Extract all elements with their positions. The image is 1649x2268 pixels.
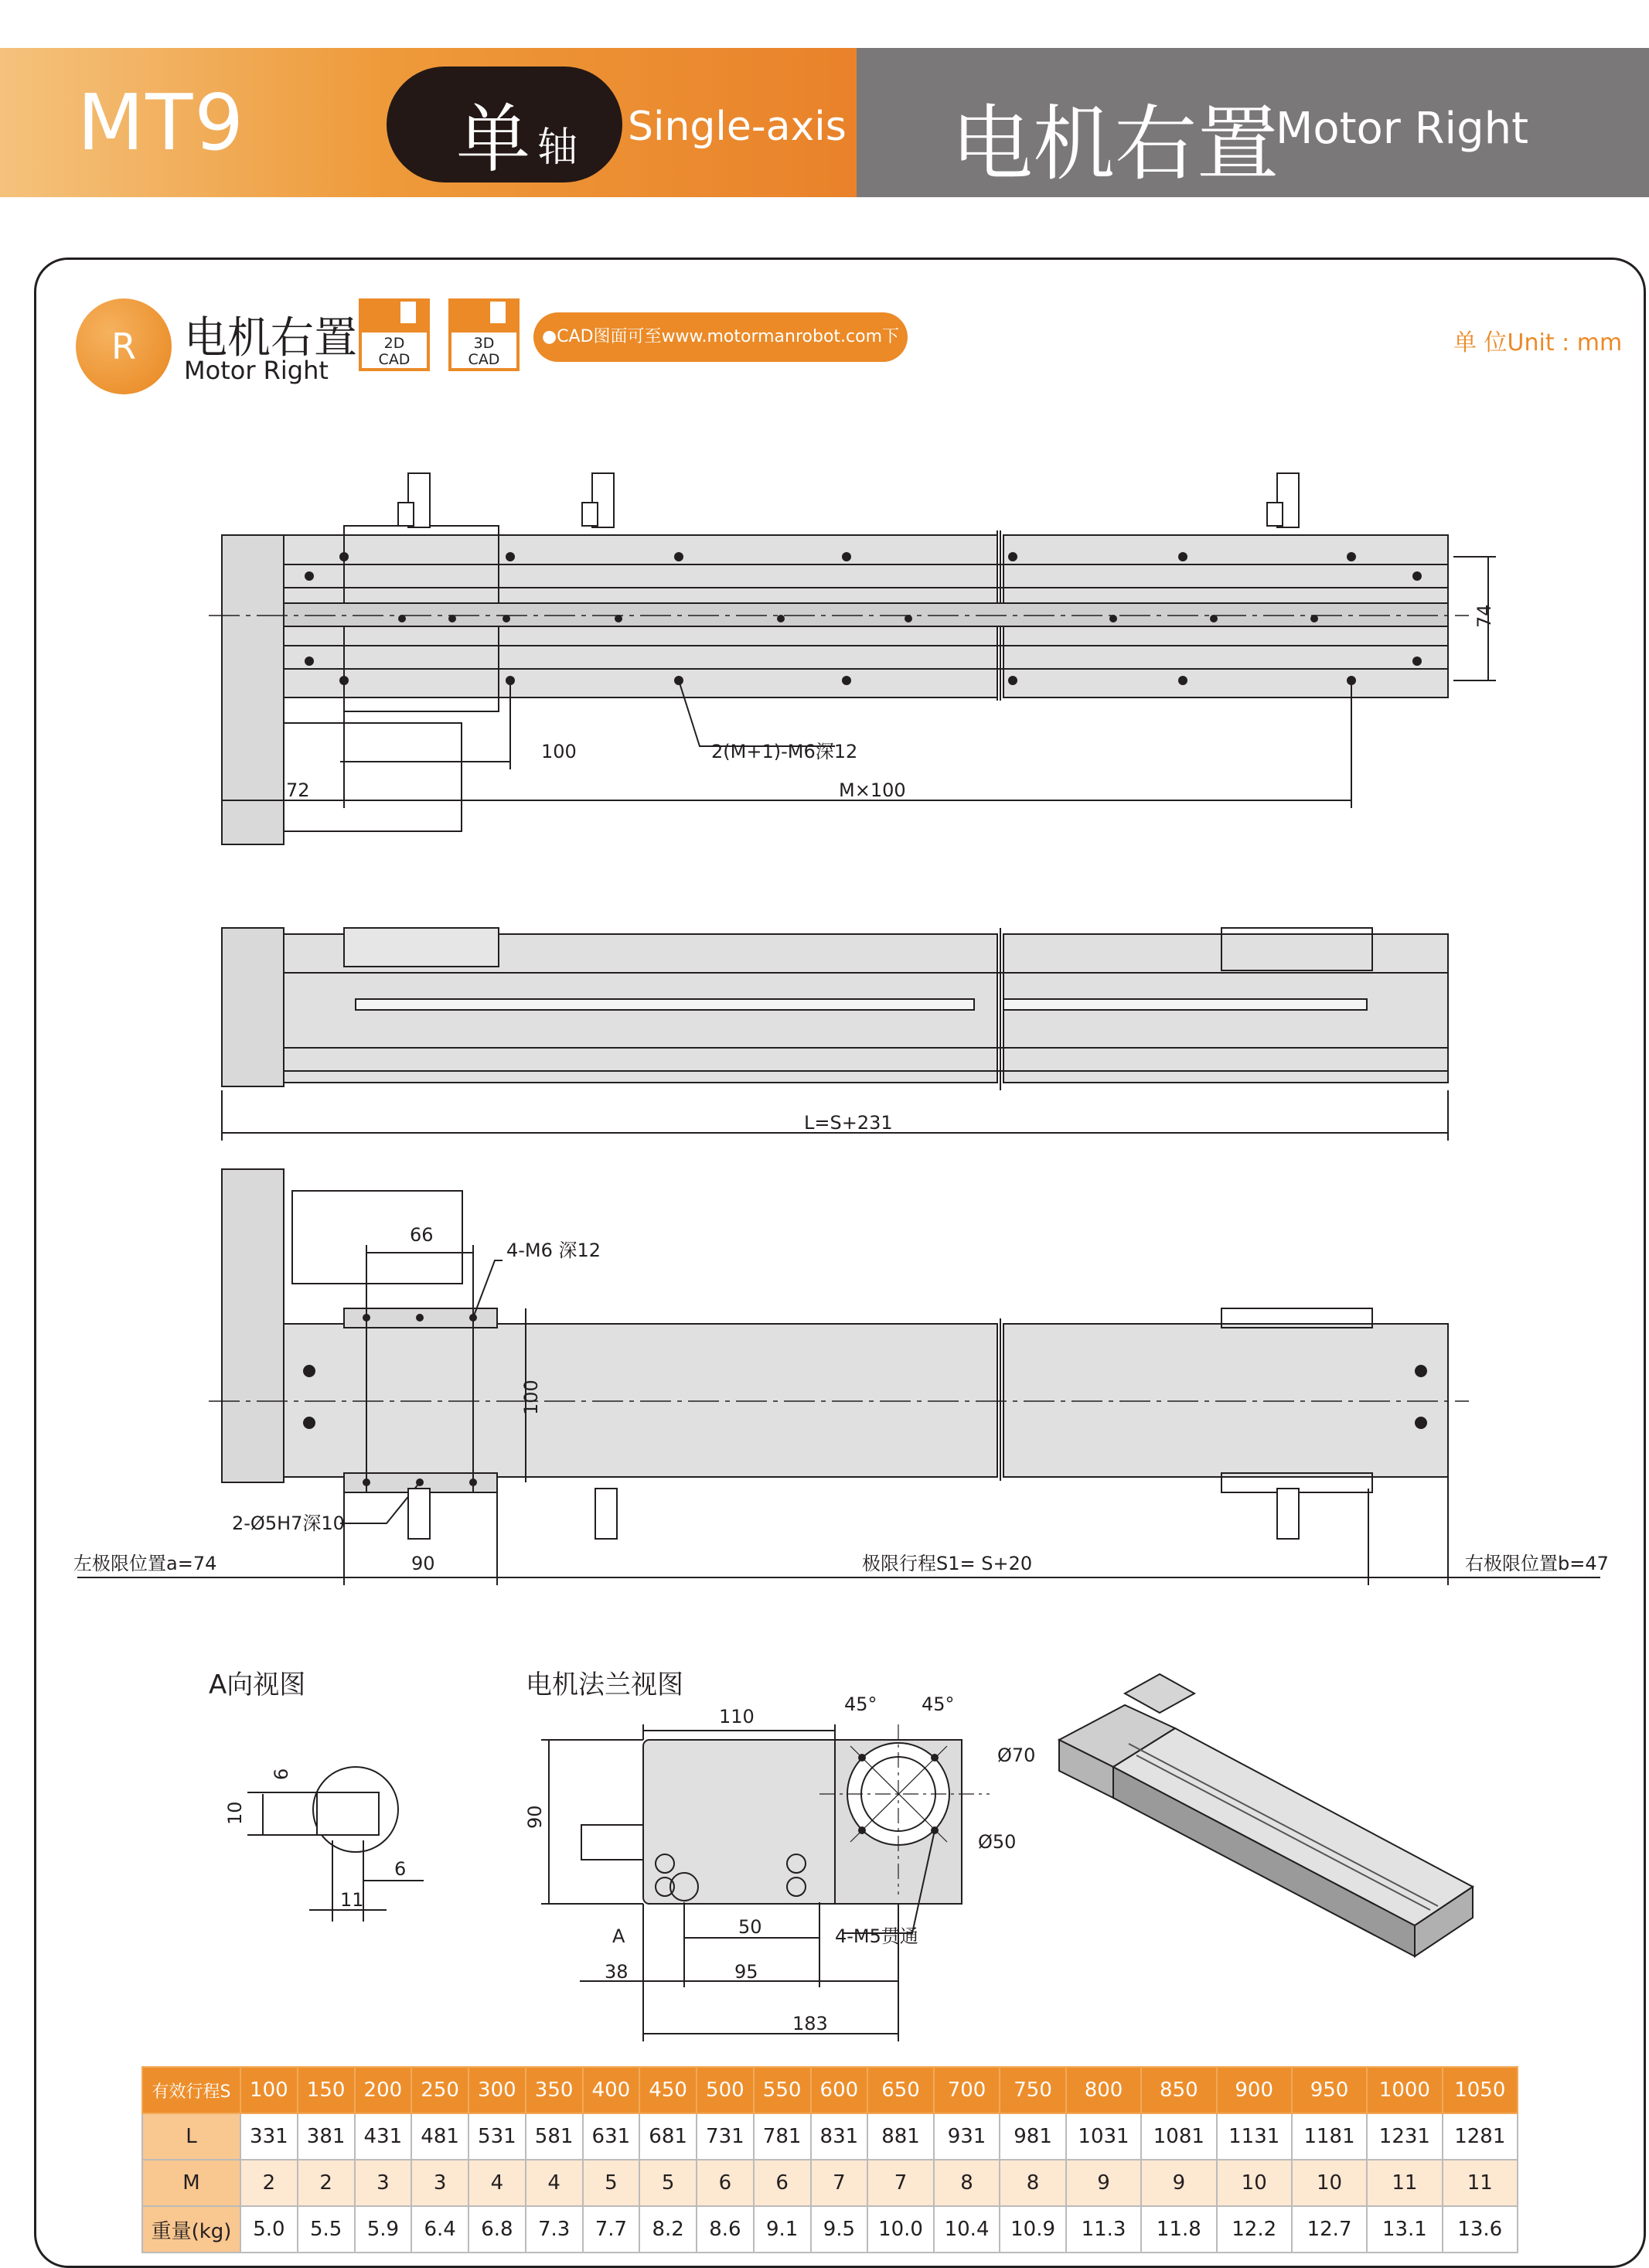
- table-cell: 13.6: [1443, 2206, 1518, 2253]
- table-cell: 5: [639, 2160, 697, 2206]
- table-cell: 5.5: [298, 2206, 355, 2253]
- stroke-limit: 极限行程S1= S+20: [862, 1553, 1033, 1574]
- table-cell: 8: [934, 2160, 1000, 2206]
- table-cell: 850: [1141, 2067, 1216, 2113]
- hole-note-bottom: 4-M6 深12: [506, 1240, 601, 1261]
- table-cell: 250: [411, 2067, 468, 2113]
- table-cell: 881: [867, 2113, 934, 2160]
- pin-note: 2-Ø5H7深10: [232, 1513, 345, 1534]
- table-cell: 900: [1217, 2067, 1292, 2113]
- table-cell: 8.2: [639, 2206, 697, 2253]
- table-cell: 9.1: [754, 2206, 811, 2253]
- axis-en: Single-axis: [628, 104, 847, 150]
- table-cell: 681: [639, 2113, 697, 2160]
- table-cell: 650: [867, 2067, 934, 2113]
- table-row-weight: [142, 2206, 1518, 2253]
- flange-dim-90: 90: [524, 1805, 546, 1829]
- cad-3d-bottom: CAD: [468, 351, 500, 368]
- side-view: [222, 928, 1448, 1141]
- table-cell: 8.6: [697, 2206, 754, 2253]
- a-dim-6a: 6: [271, 1768, 292, 1780]
- table-cell: 1281: [1443, 2113, 1518, 2160]
- dim-90: 90: [411, 1553, 435, 1574]
- table-cell: 2: [240, 2160, 298, 2206]
- table-cell: 11: [1367, 2160, 1442, 2206]
- a-view-title: A向视图: [209, 1669, 306, 1700]
- flange-angle-1: 45°: [844, 1693, 877, 1715]
- unit-label: 单 位Unit : mm: [1453, 329, 1623, 356]
- flange-view: [541, 1724, 990, 2041]
- axis-cn-big: 单: [456, 96, 530, 182]
- table-cell: 4: [526, 2160, 583, 2206]
- table-cell: 4: [468, 2160, 526, 2206]
- table-cell: 450: [639, 2067, 697, 2113]
- table-cell: 9: [1141, 2160, 1216, 2206]
- table-cell: 1181: [1292, 2113, 1367, 2160]
- table-cell: 7: [811, 2160, 868, 2206]
- table-cell: 981: [1000, 2113, 1066, 2160]
- table-cell: 800: [1066, 2067, 1141, 2113]
- row-label-weight: 重量(kg): [142, 2206, 240, 2253]
- table-cell: 750: [1000, 2067, 1066, 2113]
- flange-dia-70: Ø70: [997, 1744, 1036, 1766]
- table-cell: 731: [697, 2113, 754, 2160]
- table-cell: 6.4: [411, 2206, 468, 2253]
- table-cell: 2: [298, 2160, 355, 2206]
- table-cell: 1131: [1217, 2113, 1292, 2160]
- table-cell: 11.3: [1066, 2206, 1141, 2253]
- section-title-en: Motor Right: [184, 356, 329, 385]
- table-cell: 531: [468, 2113, 526, 2160]
- config-en: Motor Right: [1276, 104, 1529, 154]
- table-cell: 11: [1443, 2160, 1518, 2206]
- table-cell: 931: [934, 2113, 1000, 2160]
- flange-angle-2: 45°: [922, 1693, 955, 1715]
- table-row-m: [142, 2160, 1518, 2206]
- a-dim-6b: 6: [394, 1858, 407, 1880]
- table-cell: 950: [1292, 2067, 1367, 2113]
- a-dim-11: 11: [340, 1889, 364, 1911]
- table-row-l: [142, 2113, 1518, 2160]
- table-cell: 600: [811, 2067, 868, 2113]
- a-view: [247, 1767, 424, 1922]
- dim-66: 66: [410, 1224, 434, 1246]
- config-cn: 电机右置: [951, 97, 1279, 192]
- table-cell: 7.7: [583, 2206, 640, 2253]
- table-cell: 1050: [1443, 2067, 1518, 2113]
- dim-100-top: 100: [541, 741, 577, 762]
- table-cell: 10: [1217, 2160, 1292, 2206]
- cad-2d-top: 2D: [383, 335, 405, 352]
- table-cell: 5.9: [355, 2206, 412, 2253]
- table-cell: 13.1: [1367, 2206, 1442, 2253]
- table-cell: 5.0: [240, 2206, 298, 2253]
- table-cell: 700: [934, 2067, 1000, 2113]
- axis-cn-small: 轴: [537, 124, 578, 171]
- table-cell: 9: [1066, 2160, 1141, 2206]
- right-limit: 右极限位置b=47: [1465, 1553, 1609, 1574]
- dim-100-bottom: 100: [520, 1380, 542, 1415]
- cad-3d-top: 3D: [473, 335, 495, 352]
- table-cell: 831: [811, 2113, 868, 2160]
- table-cell: 1081: [1141, 2113, 1216, 2160]
- table-cell: 1000: [1367, 2067, 1442, 2113]
- table-cell: 331: [240, 2113, 298, 2160]
- table-cell: 431: [355, 2113, 412, 2160]
- table-cell: 381: [298, 2113, 355, 2160]
- flange-dim-38: 38: [605, 1961, 629, 1983]
- cad-2d-bottom: CAD: [378, 351, 411, 368]
- flange-hole-note: 4-M5贯通: [835, 1925, 918, 1947]
- model-name: MT9: [77, 77, 245, 168]
- table-cell: 550: [754, 2067, 811, 2113]
- table-cell: 12.7: [1292, 2206, 1367, 2253]
- row-label-m: M: [142, 2160, 240, 2206]
- table-cell: 9.5: [811, 2206, 868, 2253]
- table-cell: 400: [583, 2067, 640, 2113]
- flange-dim-183: 183: [792, 2013, 828, 2034]
- table-cell: 7.3: [526, 2206, 583, 2253]
- dim-length: L=S+231: [804, 1112, 893, 1134]
- table-cell: 581: [526, 2113, 583, 2160]
- table-cell: 3: [411, 2160, 468, 2206]
- row-label-stroke: 有效行程S: [142, 2067, 240, 2113]
- flange-dim-110: 110: [719, 1706, 755, 1727]
- table-cell: 6.8: [468, 2206, 526, 2253]
- table-cell: 8: [1000, 2160, 1066, 2206]
- flange-view-title: 电机法兰视图: [526, 1669, 683, 1700]
- left-limit: 左极限位置a=74: [73, 1553, 217, 1574]
- cad-download-link[interactable]: ●CAD图面可至www.motormanrobot.com下载●: [533, 312, 908, 362]
- table-cell: 6: [754, 2160, 811, 2206]
- spec-table: [141, 2066, 1518, 2253]
- flange-dim-95: 95: [734, 1961, 758, 1983]
- hole-note-top: 2(M+1)-M6深12: [711, 741, 858, 762]
- table-cell: 1031: [1066, 2113, 1141, 2160]
- table-cell: 100: [240, 2067, 298, 2113]
- table-cell: 3: [355, 2160, 412, 2206]
- flange-label-a: A: [612, 1925, 625, 1947]
- dim-mx100: M×100: [839, 779, 906, 801]
- table-cell: 481: [411, 2113, 468, 2160]
- table-cell: 11.8: [1141, 2206, 1216, 2253]
- row-label-l: L: [142, 2113, 240, 2160]
- isometric-render: [1059, 1674, 1473, 1956]
- table-cell: 10.9: [1000, 2206, 1066, 2253]
- table-cell: 10: [1292, 2160, 1367, 2206]
- dim-72: 72: [286, 779, 310, 801]
- table-cell: 500: [697, 2067, 754, 2113]
- table-cell: 781: [754, 2113, 811, 2160]
- table-row-stroke: [142, 2067, 1518, 2113]
- flange-dia-50: Ø50: [978, 1831, 1017, 1853]
- table-cell: 1231: [1367, 2113, 1442, 2160]
- table-cell: 10.4: [934, 2206, 1000, 2253]
- table-cell: 6: [697, 2160, 754, 2206]
- table-cell: 350: [526, 2067, 583, 2113]
- dim-74: 74: [1474, 604, 1495, 628]
- table-cell: 631: [583, 2113, 640, 2160]
- table-cell: 5: [583, 2160, 640, 2206]
- table-cell: 7: [867, 2160, 934, 2206]
- table-cell: 200: [355, 2067, 412, 2113]
- table-cell: 150: [298, 2067, 355, 2113]
- table-cell: 10.0: [867, 2206, 934, 2253]
- a-dim-10: 10: [224, 1801, 246, 1825]
- table-cell: 300: [468, 2067, 526, 2113]
- flange-dim-50: 50: [738, 1916, 762, 1938]
- table-cell: 12.2: [1217, 2206, 1292, 2253]
- section-title-cn: 电机右置: [184, 313, 357, 363]
- section-badge: R: [76, 298, 172, 394]
